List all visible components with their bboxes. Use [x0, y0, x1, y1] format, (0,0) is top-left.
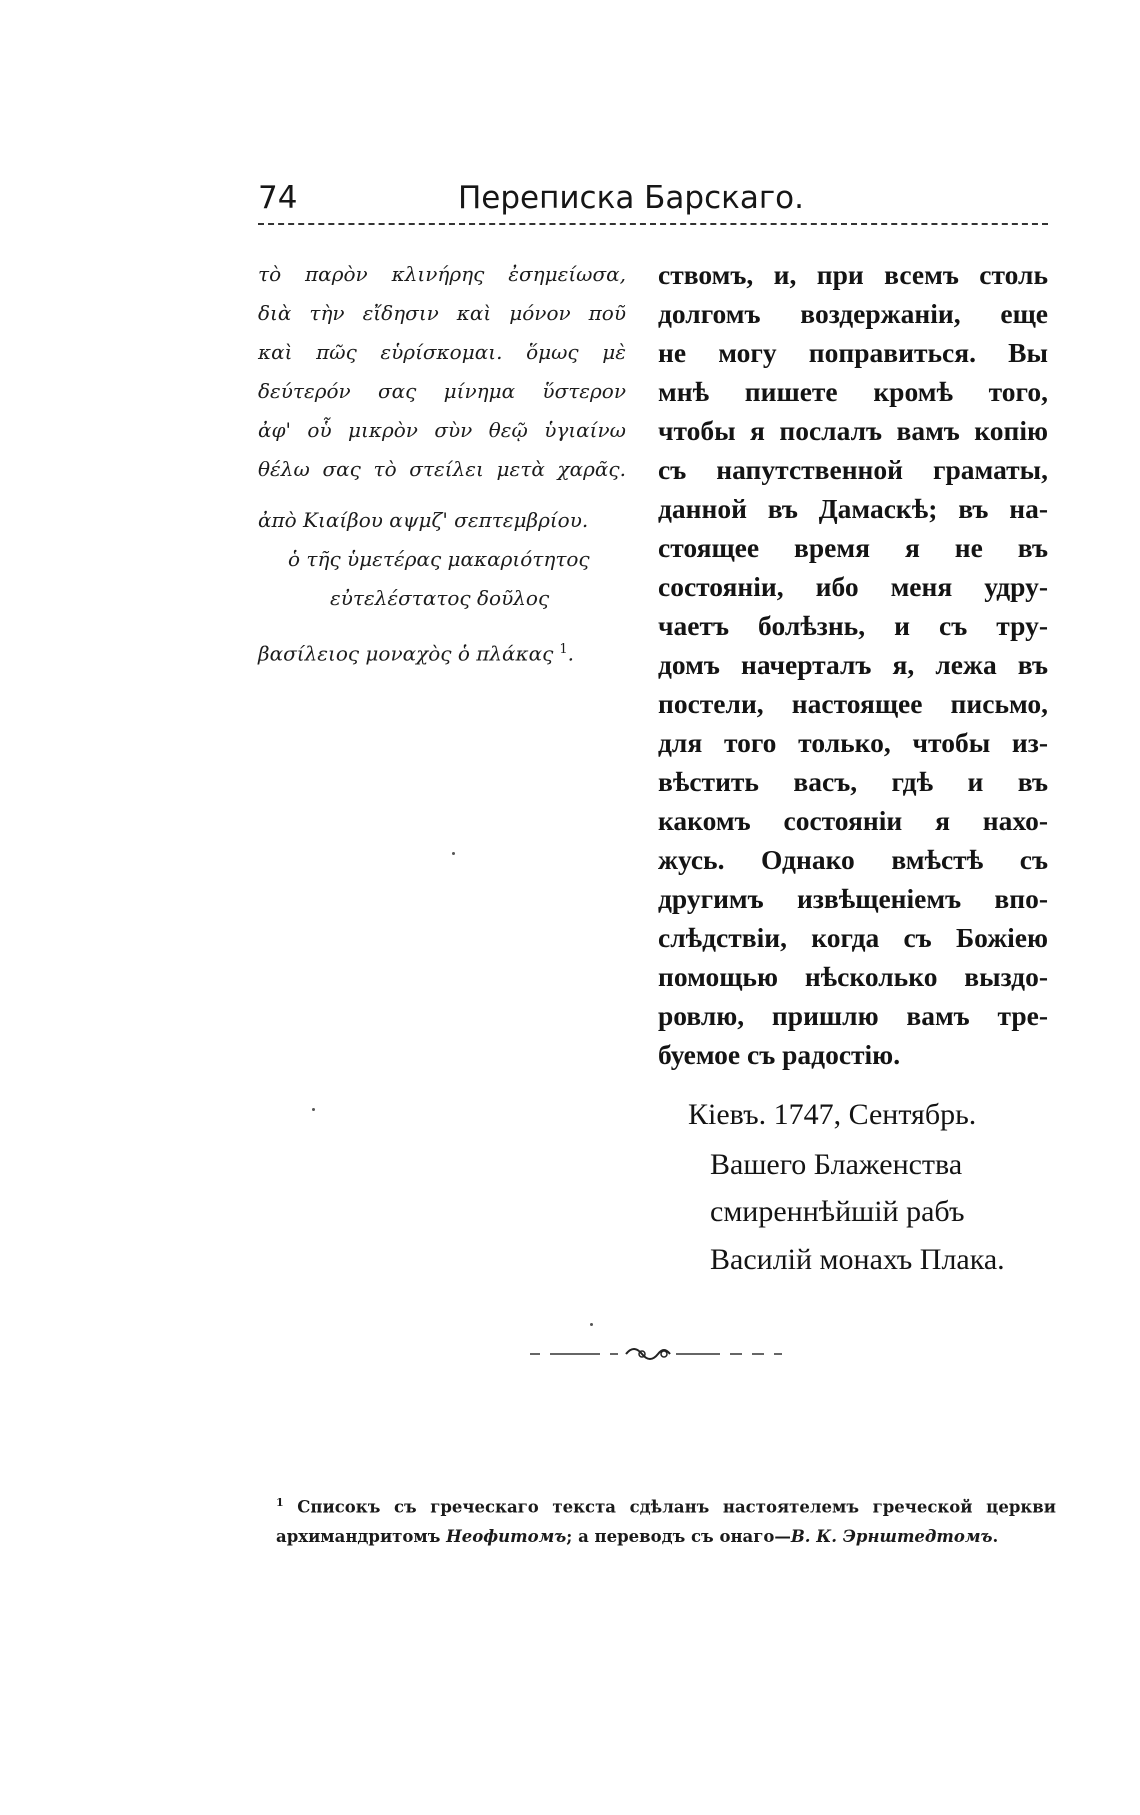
footnote-line [276, 1520, 1056, 1554]
greek-line: τὸ παρὸν κλινήρης ἐσημείωσα, [258, 262, 626, 286]
russian-line: мнѣ пишете кромѣ того, [658, 376, 1048, 407]
greek-column [258, 255, 626, 669]
russian-line: стоящее время я не въ [658, 532, 1048, 563]
greek-signature-end: . [567, 641, 575, 666]
russian-line: какомъ состоянiи я нахо- [658, 805, 1048, 836]
russian-line: чтобы я послалъ вамъ копiю [658, 415, 1048, 446]
footnote-marker: 1 [276, 1496, 284, 1509]
russian-place-date: Кiевъ. 1747, Сентябрь. [688, 1098, 977, 1131]
russian-signature-line: Вашего Блаженства [710, 1148, 963, 1181]
russian-line: состоянiи, ибо меня удру- [658, 571, 1048, 602]
greek-line: διὰ τὴν εἴδησιν καὶ μόνον ποῦ [258, 301, 626, 325]
greek-closing-line: ὁ τῆς ὑμετέρας μακαριότητος [288, 547, 590, 571]
greek-signature-text: βασίλειος μοναχὸς ὁ πλάκας [258, 641, 554, 666]
russian-line: съ напутственной граматы, [658, 454, 1048, 485]
russian-line: домъ начерталъ я, лежа въ [658, 649, 1048, 680]
greek-closing-line: εὐτελέστατος δοῦλος [330, 586, 550, 610]
russian-line: чаетъ болѣзнь, и съ тру- [658, 610, 1048, 641]
russian-column [658, 255, 1048, 1276]
russian-line: долгомъ воздержанiи, еще [658, 298, 1048, 329]
header-rule [258, 223, 1048, 225]
running-title: Переписка Барскаго. [458, 180, 804, 216]
print-speck [590, 1323, 593, 1326]
page-number: 74 [258, 180, 298, 216]
footnote-line [276, 1486, 1056, 1520]
greek-line: καὶ πῶς εὑρίσκομαι. ὅμως μὲ [258, 340, 626, 364]
russian-line-last: буемое съ радостiю. [658, 1039, 901, 1070]
russian-line: помощью нѣсколько выздо- [658, 961, 1048, 992]
greek-line: δεύτερόν σας μίνημα ὕστερον [258, 379, 626, 403]
russian-line: данной въ Дамаскѣ; въ на- [658, 493, 1048, 524]
footnote-text: . [992, 1527, 999, 1546]
russian-line: вѣстить васъ, гдѣ и въ [658, 766, 1048, 797]
footnote-text: ; а переводъ съ онаго— [566, 1527, 791, 1546]
footnote-text: архимандритомъ [276, 1527, 447, 1546]
russian-signature-name: Василiй монахъ Плака. [710, 1243, 1005, 1276]
russian-line: слѣдствiи, когда съ Божiею [658, 922, 1048, 953]
print-speck [452, 852, 455, 855]
greek-date-line: ἀπὸ Κιαίβου αψμζ' σεπτεμβρίου. [258, 508, 589, 532]
greek-line: ἀφ' οὗ μικρὸν σὺν θεῷ ὑγιαίνω [258, 418, 626, 442]
greek-line: θέλω σας τὸ στείλει μετὰ χαρᾶς. [258, 457, 626, 481]
greek-signature [258, 630, 626, 669]
footnote-reference: 1 [559, 642, 568, 657]
russian-line: ствомъ, и, при всемъ столь [658, 259, 1048, 290]
russian-line: ровлю, пришлю вамъ тре- [658, 1000, 1048, 1031]
print-speck [312, 1108, 315, 1111]
footnote [276, 1486, 1056, 1554]
russian-signature-line: смиреннѣйшiй рабъ [710, 1195, 965, 1228]
footnote-text: Списокъ съ греческаго текста сдѣланъ настоятелемъ греческой церкви [297, 1497, 1056, 1517]
russian-line: жусь. Однако вмѣстѣ съ [658, 844, 1048, 875]
russian-line: постели, настоящее письмо, [658, 688, 1048, 719]
russian-line: другимъ извѣщенiемъ впо- [658, 883, 1048, 914]
footnote-name: В. К. Эрнштедтомъ [790, 1527, 993, 1546]
footnote-name: Неофитомъ [446, 1527, 567, 1546]
russian-line: не могу поправиться. Вы [658, 337, 1048, 368]
russian-line: для того только, чтобы из- [658, 727, 1048, 758]
end-ornament [530, 1338, 800, 1368]
